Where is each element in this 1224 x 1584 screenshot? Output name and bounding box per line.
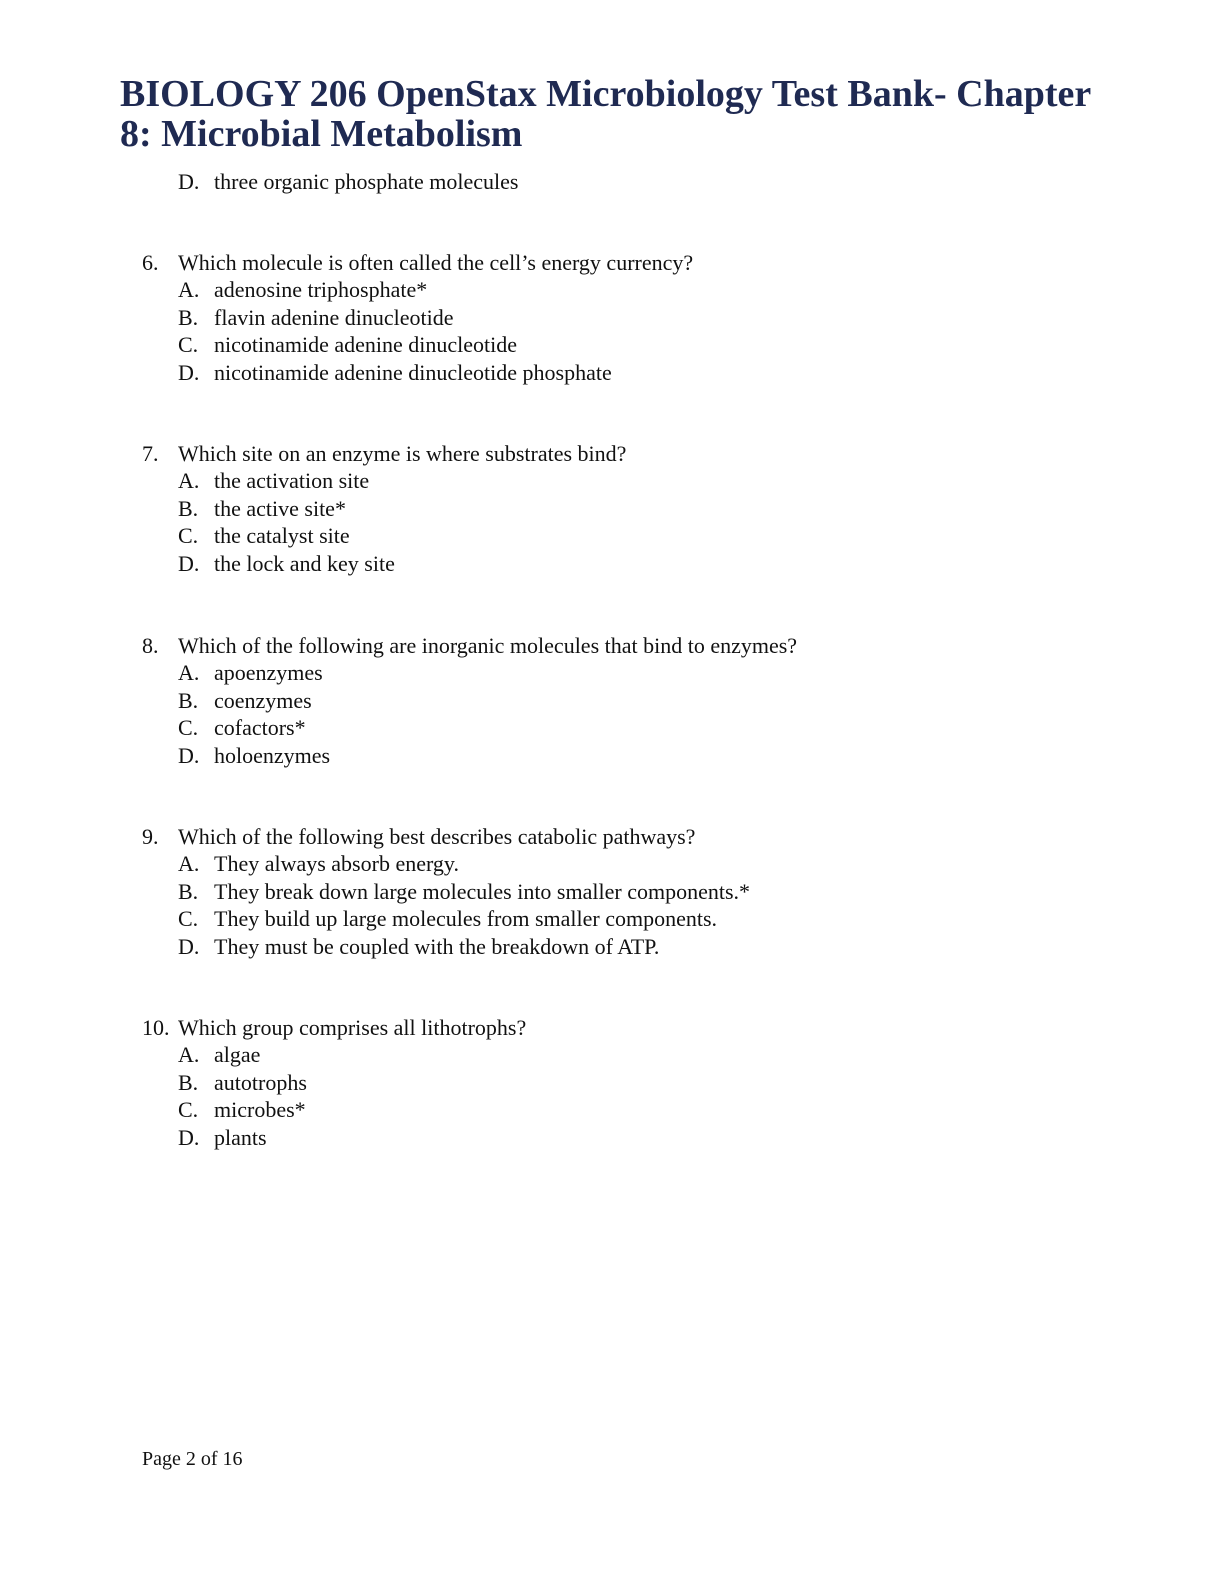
- question-text: Which molecule is often called the cell’s energy currency?: [178, 250, 694, 275]
- option-d: [142, 359, 1042, 387]
- option-text: plants: [214, 1124, 267, 1150]
- option-d: [142, 933, 1042, 961]
- option-letter: A.: [178, 851, 200, 876]
- option-c: [142, 522, 1042, 550]
- option-letter: D.: [178, 1124, 200, 1150]
- question-text: Which site on an enzyme is where substrates bind?: [178, 441, 627, 466]
- option-b: [142, 687, 1042, 715]
- option-text: coenzymes: [214, 687, 312, 713]
- option-c: [142, 714, 1042, 742]
- option-letter: C.: [178, 1097, 199, 1122]
- option-text: autotrophs: [214, 1069, 307, 1095]
- option-text: flavin adenine dinucleotide: [214, 304, 454, 330]
- option-c: [142, 1096, 1042, 1124]
- option-c: [142, 331, 1042, 359]
- option-letter: B.: [178, 495, 199, 521]
- option-a: [142, 276, 1042, 304]
- option-letter: D.: [178, 359, 200, 385]
- question-10: [142, 1014, 1042, 1151]
- page-footer: Page 2 of 16: [142, 1448, 243, 1470]
- question-text: Which group comprises all lithotrophs?: [178, 1015, 527, 1040]
- option-letter: D.: [178, 933, 200, 959]
- question-text: Which of the following are inorganic molecules that bind to enzymes?: [178, 633, 798, 658]
- question-stem: [142, 440, 1042, 467]
- option-letter: C.: [178, 332, 199, 357]
- question-number: 6.: [142, 250, 159, 275]
- option-a: [142, 1041, 1042, 1069]
- option-d: [142, 550, 1042, 578]
- question-stem: [142, 249, 1042, 276]
- option-a: [142, 850, 1042, 878]
- question-stem: [142, 632, 1042, 659]
- option-letter: A.: [178, 468, 200, 493]
- option-text: three organic phosphate molecules: [214, 169, 519, 194]
- option-d: [142, 1124, 1042, 1152]
- option-text: They must be coupled with the breakdown of ATP.: [214, 933, 660, 959]
- question-number: 9.: [142, 824, 159, 849]
- option-b: [142, 495, 1042, 523]
- option-text: adenosine triphosphate*: [214, 277, 428, 302]
- option-text: the active site*: [214, 495, 346, 521]
- option-text: microbes*: [214, 1097, 306, 1122]
- option-letter: A.: [178, 1042, 200, 1067]
- carryover-option: [178, 168, 518, 195]
- option-text: the lock and key site: [214, 550, 395, 576]
- question-9: [142, 823, 1042, 960]
- question-7: [142, 440, 1042, 577]
- option-letter: D.: [178, 169, 200, 194]
- option-b: [142, 304, 1042, 332]
- option-letter: A.: [178, 277, 200, 302]
- option-letter: B.: [178, 304, 199, 330]
- option-a: [142, 467, 1042, 495]
- question-stem: [142, 823, 1042, 850]
- question-6: [142, 249, 1042, 386]
- option-c: [142, 905, 1042, 933]
- option-text: holoenzymes: [214, 742, 331, 768]
- option-letter: B.: [178, 687, 199, 713]
- option-text: nicotinamide adenine dinucleotide phosphate: [214, 359, 612, 385]
- question-number: 10.: [142, 1015, 170, 1040]
- question-stem: [142, 1014, 1042, 1041]
- option-b: [142, 878, 1042, 906]
- option-text: nicotinamide adenine dinucleotide: [214, 332, 518, 357]
- option-letter: C.: [178, 715, 199, 740]
- option-letter: A.: [178, 660, 200, 685]
- option-letter: B.: [178, 878, 199, 904]
- option-text: cofactors*: [214, 715, 306, 740]
- option-text: They build up large molecules from smaller components.: [214, 906, 718, 931]
- option-letter: D.: [178, 742, 200, 768]
- question-8: [142, 632, 1042, 769]
- option-text: algae: [214, 1042, 261, 1067]
- option-text: They break down large molecules into smaller components.*: [214, 878, 751, 904]
- option-letter: D.: [178, 550, 200, 576]
- option-text: They always absorb energy.: [214, 851, 459, 876]
- option-d: [142, 742, 1042, 770]
- question-number: 8.: [142, 633, 159, 658]
- question-text: Which of the following best describes catabolic pathways?: [178, 824, 696, 849]
- question-number: 7.: [142, 441, 159, 466]
- page-title: BIOLOGY 206 OpenStax Microbiology Test Bank- Chapter 8: Microbial Metabolism: [120, 73, 1091, 155]
- option-letter: C.: [178, 906, 199, 931]
- option-letter: C.: [178, 523, 199, 548]
- option-text: the catalyst site: [214, 523, 350, 548]
- option-a: [142, 659, 1042, 687]
- option-b: [142, 1069, 1042, 1097]
- option-text: apoenzymes: [214, 660, 323, 685]
- option-text: the activation site: [214, 468, 370, 493]
- option-letter: B.: [178, 1069, 199, 1095]
